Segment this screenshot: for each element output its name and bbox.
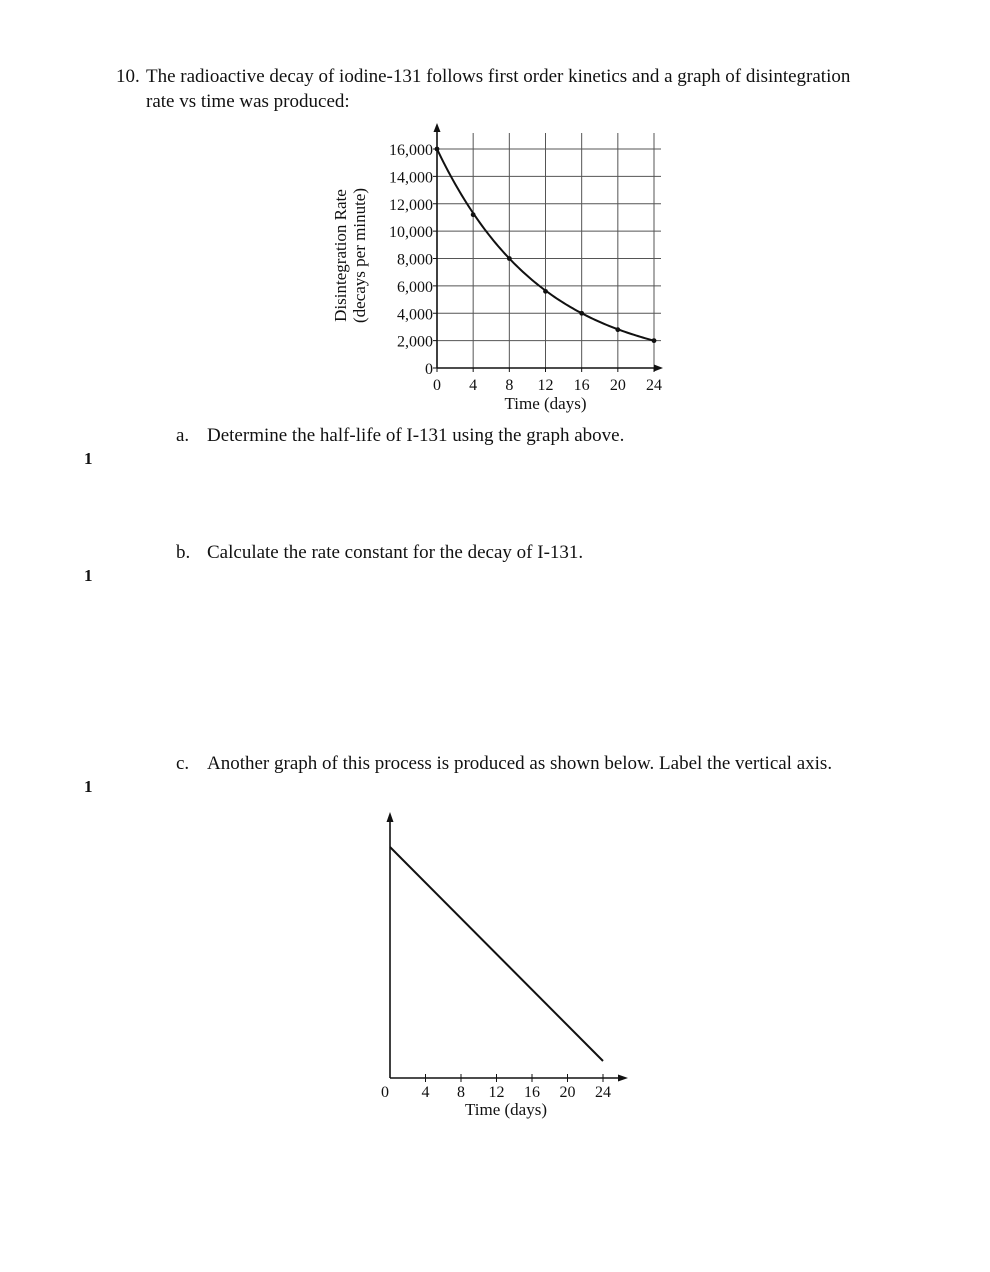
- question-number: 10.: [116, 66, 140, 87]
- x-tick-label: 0: [381, 1084, 389, 1101]
- data-point: [615, 327, 620, 332]
- x-tick-label: 12: [488, 1084, 505, 1101]
- data-point: [507, 256, 512, 261]
- y-tick-label: 0: [425, 361, 433, 378]
- y-axis-title-line1: Disintegration Rate: [331, 189, 350, 322]
- part-c-text: Another graph of this process is produced as shown below. Label the vertical axis.: [207, 753, 833, 774]
- y-axis-arrow: [434, 123, 441, 132]
- y-tick-label: 8,000: [397, 251, 433, 269]
- y-tick-label: 16,000: [389, 142, 433, 159]
- x-tick-label: 12: [537, 377, 554, 394]
- data-point: [543, 289, 548, 294]
- part-a-marks: 1: [84, 449, 93, 468]
- question-text-line2: rate vs time was produced:: [146, 91, 350, 112]
- y-tick-label: 6,000: [397, 278, 433, 296]
- y-axis-arrow: [387, 812, 394, 822]
- y-tick-label: 2,000: [397, 333, 433, 351]
- part-b-marks: 1: [84, 566, 93, 585]
- x-tick-label: 20: [609, 377, 626, 394]
- question-10: [116, 64, 850, 114]
- x-axis-title: Time (days): [504, 394, 587, 413]
- x-axis-arrow: [618, 1075, 628, 1082]
- x-tick-label: 24: [595, 1084, 611, 1101]
- x-tick-label: 8: [505, 377, 514, 394]
- x-tick-label: 4: [469, 377, 478, 394]
- x-axis-title: Time (days): [464, 1100, 548, 1119]
- y-tick-label: 12,000: [389, 196, 433, 214]
- linear-plot-line: [390, 847, 603, 1061]
- part-b-letter: b.: [176, 542, 191, 563]
- y-axis-title-line2: (decays per minute): [350, 188, 369, 323]
- question-text-line1: The radioactive decay of iodine-131 follows first order kinetics and a graph of disintegration: [146, 66, 851, 87]
- y-tick-label: 14,000: [389, 169, 433, 187]
- x-axis-arrow: [654, 365, 663, 372]
- x-tick-label: 16: [524, 1084, 540, 1101]
- data-point: [471, 212, 476, 217]
- part-a-text: Determine the half-life of I-131 using the graph above.: [207, 425, 625, 446]
- part-a: [176, 424, 624, 448]
- x-tick-label: 0: [433, 377, 441, 394]
- data-point: [652, 338, 657, 343]
- data-point: [579, 311, 584, 316]
- x-tick-label: 4: [421, 1084, 430, 1101]
- x-tick-label: 16: [573, 377, 590, 394]
- data-point: [435, 147, 440, 152]
- decay-rate-chart: [320, 118, 680, 418]
- part-a-letter: a.: [176, 425, 190, 446]
- y-tick-label: 10,000: [389, 224, 433, 242]
- part-c-marks: 1: [84, 777, 93, 796]
- part-c: [176, 752, 832, 776]
- x-tick-label: 24: [646, 377, 662, 394]
- y-tick-label: 4,000: [397, 306, 433, 324]
- part-b-text: Calculate the rate constant for the decay of I-131.: [207, 542, 584, 563]
- x-tick-label: 20: [559, 1084, 576, 1101]
- part-b: [176, 541, 583, 565]
- linear-plot-chart: [360, 800, 640, 1130]
- x-tick-label: 8: [457, 1084, 465, 1101]
- part-c-letter: c.: [176, 753, 190, 774]
